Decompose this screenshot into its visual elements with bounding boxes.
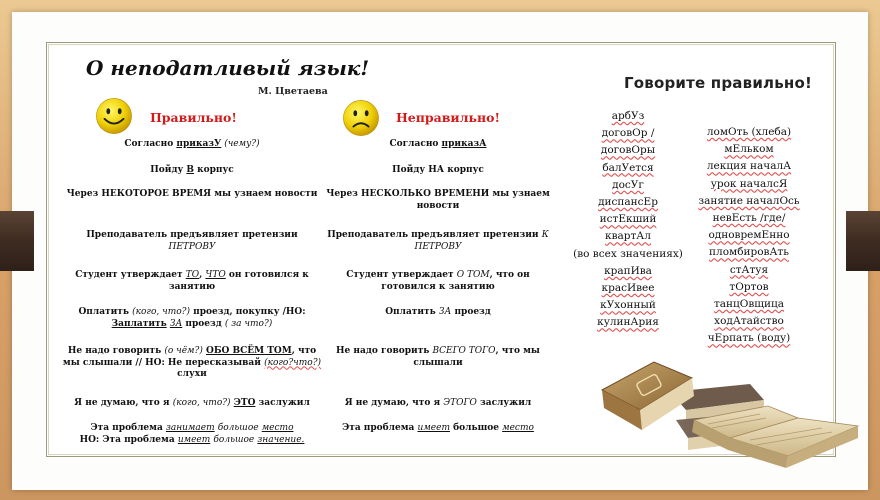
- phrase-text: ( за что?): [224, 318, 273, 329]
- phrase-text: проезд: [182, 318, 225, 329]
- incorrect-phrase: [318, 189, 558, 212]
- phrase-text: заслужил: [476, 398, 532, 408]
- phrase-text: большое: [213, 434, 255, 445]
- correct-phrase: [62, 270, 322, 293]
- stress-word: арбУз: [611, 110, 645, 122]
- phrase-text: (кого, что?): [172, 398, 231, 408]
- phrase-text: , что мы слышали // НО: Не пересказывай: [62, 346, 317, 368]
- phrase-text: проезд: [451, 307, 491, 317]
- stress-word: договОр /: [601, 127, 655, 140]
- stress-word: невЕсть /где/: [712, 212, 786, 225]
- phrase-text: значение.: [257, 434, 305, 445]
- sad-smiley-icon: [342, 99, 380, 137]
- phrase-text: имеет: [417, 423, 450, 433]
- phrase-text: , что мы слышали: [413, 346, 540, 368]
- phrase-text: , что он готовился к занятию: [381, 270, 530, 292]
- phrase-text: корпус: [193, 165, 234, 175]
- correct-phrase: [62, 398, 322, 410]
- stress-word: лекция началА: [706, 160, 792, 173]
- phrase-text: Пойду: [150, 165, 187, 175]
- phrase-text: приказА: [441, 139, 487, 149]
- phrase-text: Эта проблема: [342, 423, 418, 433]
- right-title: Говорите правильно!: [624, 74, 813, 92]
- phrase-text: Я не думаю, что я: [74, 398, 173, 408]
- phrase-text: ОБО ВСЁМ ТОМ: [205, 346, 292, 356]
- stress-word: балУется: [602, 161, 654, 174]
- stress-words-right: [694, 124, 804, 348]
- incorrect-phrase: [318, 139, 558, 151]
- phrase-text: место: [261, 423, 294, 433]
- stress-word: мЕльком: [724, 143, 774, 156]
- correct-header: Правильно!: [150, 110, 237, 125]
- left-binding-bar: [0, 211, 34, 271]
- phrase-text: приказУ: [176, 139, 222, 149]
- phrase-text: заслужил: [255, 398, 310, 408]
- phrase-text: В: [186, 165, 194, 175]
- stress-word: истЕкший: [599, 213, 657, 226]
- phrase-text: Пойду НА корпус: [392, 165, 484, 175]
- incorrect-phrase: [318, 270, 558, 293]
- stress-word: ломОть (хлеба): [706, 126, 792, 138]
- stress-word: красИвее: [601, 282, 655, 295]
- phrase-text: К ПЕТРОВУ: [414, 230, 549, 252]
- phrase-text: ЗА: [169, 318, 183, 329]
- phrase-text: ЧТО: [205, 270, 226, 280]
- phrase-text: Через НЕКОТОРОЕ ВРЕМЯ мы узнаем новости: [66, 189, 318, 199]
- phrase-text: ЭТОГО: [443, 398, 477, 408]
- phrase-text: ВСЕГО ТОГО: [432, 346, 496, 356]
- phrase-text: НО: Эта проблема: [79, 434, 178, 445]
- phrase-text: ЭТО: [233, 398, 256, 408]
- stress-word: танцОвщица: [713, 298, 785, 311]
- phrase-text: (кого, что?): [132, 307, 191, 317]
- stress-word: квартАл: [605, 230, 651, 243]
- stress-word: кУхонный: [600, 299, 656, 312]
- stress-word: досУг: [612, 178, 644, 191]
- incorrect-header: Неправильно!: [396, 110, 500, 125]
- phrase-text: занимает: [165, 423, 215, 433]
- incorrect-phrase: [318, 346, 558, 369]
- correct-phrase: [62, 423, 322, 446]
- stress-word: ходАтайство: [714, 315, 784, 328]
- stress-word: диспансЕр: [598, 196, 658, 209]
- phrase-text: Согласно: [124, 139, 177, 149]
- correct-phrase: [62, 346, 322, 381]
- phrase-text: слухи: [177, 369, 207, 379]
- stress-word: крапИва: [604, 264, 652, 277]
- right-binding-bar: [846, 211, 880, 271]
- phrase-text: (чему?): [221, 139, 260, 149]
- stress-word: одновремЕнно: [708, 229, 790, 242]
- author-caption: М. Цветаева: [258, 86, 328, 97]
- incorrect-phrase: [318, 230, 558, 253]
- incorrect-phrase: [318, 398, 558, 410]
- phrase-text: (кого?что?): [264, 357, 322, 368]
- phrase-text: Оплатить: [385, 307, 439, 317]
- slide-title: О неподатливый язык!: [86, 56, 370, 80]
- stress-word: пломбировАть: [709, 246, 789, 259]
- phrase-text: Не надо говорить: [67, 346, 165, 356]
- stress-words-left: [566, 108, 690, 332]
- correct-phrase: [62, 139, 322, 151]
- phrase-text: он готовился к занятию: [168, 270, 309, 292]
- old-books-image: [600, 348, 862, 474]
- phrase-text: (о чём?): [164, 346, 203, 356]
- phrase-text: Студент утверждает: [346, 270, 457, 280]
- phrase-text: проезд, покупку /НО:: [190, 307, 306, 317]
- phrase-text: Через НЕСКОЛЬКО ВРЕМЕНИ мы узнаем новости: [326, 189, 550, 211]
- stress-word: чЕрпать (воду): [707, 332, 791, 345]
- phrase-text: большое: [449, 423, 503, 433]
- phrase-text: ,: [199, 270, 206, 280]
- correct-phrase: [62, 307, 322, 330]
- phrase-text: ТО: [185, 270, 200, 280]
- stress-word: урок началсЯ: [710, 177, 788, 190]
- stress-word: кулинАрия: [597, 316, 659, 329]
- phrase-text: Согласно: [389, 139, 442, 149]
- happy-smiley-icon: [95, 97, 133, 135]
- stress-word: договОры: [600, 144, 656, 157]
- phrase-text: имеет: [177, 434, 211, 445]
- phrase-text: Заплатить: [111, 318, 167, 329]
- correct-phrase: [62, 189, 322, 201]
- phrase-text: О ТОМ: [456, 270, 490, 280]
- phrase-text: Преподаватель предъявляет претензии: [86, 230, 298, 240]
- incorrect-phrase: [318, 307, 558, 319]
- phrase-text: большое: [217, 423, 259, 433]
- phrase-text: место: [502, 423, 534, 433]
- incorrect-phrase: [318, 423, 558, 435]
- phrase-text: Студент утверждает: [75, 270, 186, 280]
- incorrect-phrase: [318, 165, 558, 177]
- stress-word: стАтуя: [729, 263, 769, 276]
- stress-word: тОртов: [729, 280, 769, 293]
- phrase-text: Не надо говорить: [336, 346, 433, 356]
- phrase-text: Оплатить: [78, 307, 133, 317]
- correct-phrase: [62, 230, 322, 253]
- phrase-text: Эта проблема: [90, 423, 166, 433]
- phrase-text: Я не думаю, что я: [344, 398, 444, 408]
- phrase-text: ЗА: [438, 307, 452, 317]
- phrase-text: Преподаватель предъявляет претензии: [327, 230, 542, 240]
- stress-word: занятие началОсь: [698, 194, 800, 207]
- stress-word: (во всех значениях): [573, 247, 683, 260]
- phrase-text: ПЕТРОВУ: [168, 241, 216, 252]
- correct-phrase: [62, 165, 322, 177]
